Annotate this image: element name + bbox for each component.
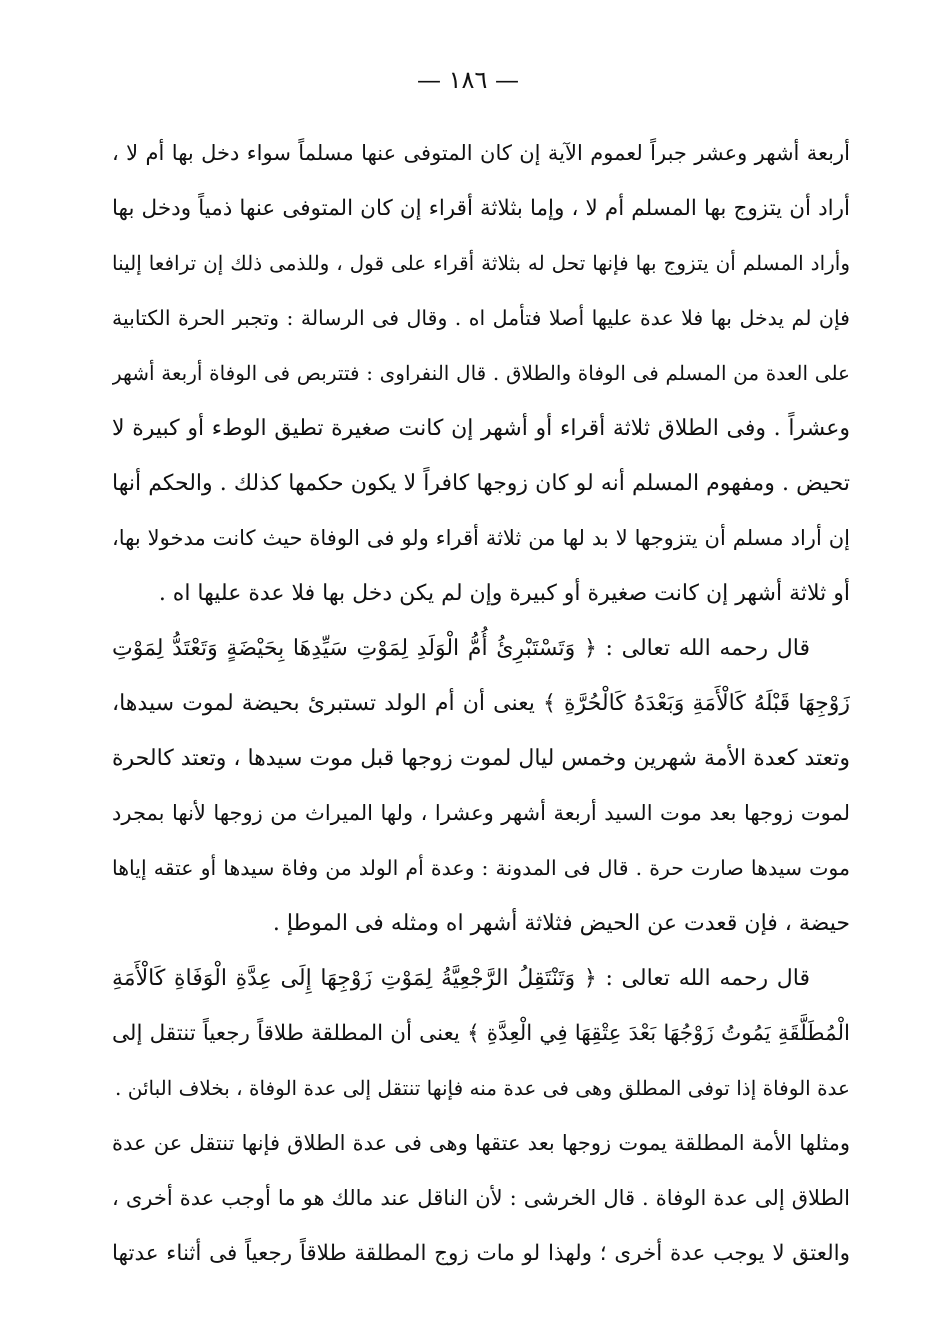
text-line: أراد أن يتزوج بها المسلم أم لا ، وإما بثلاثة أقراء إن كان المتوفى عنها ذمياً ودخل بها [112, 196, 850, 221]
text-line: حيضة ، فإن قعدت عن الحيض فثلاثة أشهر اه ومثله فى الموطإ . [272, 911, 850, 936]
text-line: أربعة أشهر وعشر جبراً لعموم الآية إن كان المتوفى عنها مسلماً سواء دخل بها أم لا ، [112, 141, 850, 165]
text-line: عدة الوفاة إذا توفى المطلق وهى فى عدة منه فإنها تنتقل إلى عدة الوفاة ، بخلاف البائن . [115, 1076, 850, 1100]
text-line: قال رحمه الله تعالى : ﴿ وَتَسْتَبْرِئُ أُمُّ الْوَلَدِ لِمَوْتِ سَيِّدِهَا بِحَيْضَةٍ وَتَعْتَدُّ لِمَوْتِ [112, 636, 810, 661]
text-line: والعتق لا يوجب عدة أخرى ؛ ولهذا لو مات زوج المطلقة طلاقاً رجعياً فى أثناء عدتها [112, 1241, 850, 1266]
page-number: — ١٨٦ — [417, 66, 519, 94]
text-line: قال رحمه الله تعالى : ﴿ وَتَنْتَقِلُ الرَّجْعِيَّةُ لِمَوْتِ زَوْجِهَا إِلَى عِدَّةِ الْوَفَاةِ كَالْأَمَةِ [112, 966, 810, 991]
text-line: تحيض . ومفهوم المسلم أنه لو كان زوجها كافراً لا يكون حكمها كذلك . والحكم أنها [112, 471, 850, 496]
text-line: ومثلها الأمة المطلقة يموت زوجها بعد عتقها وهى فى عدة الطلاق فإنها تنتقل عن عدة [112, 1131, 850, 1155]
text-line: وأراد المسلم أن يتزوج بها فإنها تحل له بثلاثة أقراء على قول ، وللذمى ذلك إن ترافعا إلينا [112, 251, 850, 275]
text-line: وتعتد كعدة الأمة شهرين وخمس ليال لموت زوجها قبل موت سيدها ، وتعتد كالحرة [112, 746, 850, 771]
text-line: الطلاق إلى عدة الوفاة . قال الخرشى : لأن الناقل عند مالك هو ما أوجب عدة أخرى ، [112, 1186, 850, 1210]
text-line: وعشراً . وفى الطلاق ثلاثة أقراء أو أشهر إن كانت صغيرة تطيق الوطء أو كبيرة لا [112, 416, 850, 441]
text-line: فإن لم يدخل بها فلا عدة عليها أصلا فتأمل اه . وقال فى الرسالة : وتجبر الحرة الكتابية [112, 306, 850, 330]
text-line: على العدة من المسلم فى الوفاة والطلاق . قال النفراوى : فتتربص فى الوفاة أربعة أشهر [112, 361, 850, 385]
text-line: إن أراد مسلم أن يتزوجها لا بد لها من ثلاثة أقراء ولو فى الوفاة حيث كانت مدخولا بها، [112, 526, 850, 550]
text-line: موت سيدها صارت حرة . قال فى المدونة : وعدة أم الولد من وفاة سيدها أو عتقه إياها [112, 856, 850, 880]
text-line: زَوْجِهَا قَبْلَهُ كَالْأَمَةِ وَبَعْدَهُ كَالْحُرَّةِ ﴾ يعنى أن أم الولد تستبرئ بحيضة لموت سيدها، [112, 691, 850, 716]
text-line: الْمُطَلَّقَةِ يَمُوتُ زَوْجُهَا بَعْدَ عِتْقِهَا فِي الْعِدَّةِ ﴾ يعنى أن المطلقة طلاقاً رجعياً تنتقل إلى [112, 1021, 850, 1046]
text-line: لموت زوجها بعد موت السيد أربعة أشهر وعشرا ، ولها الميراث من زوجها لأنها بمجرد [112, 801, 850, 825]
body-text [112, 126, 850, 1281]
text-line: أو ثلاثة أشهر إن كانت صغيرة أو كبيرة وإن لم يكن دخل بها فلا عدة عليها اه . [158, 581, 850, 606]
